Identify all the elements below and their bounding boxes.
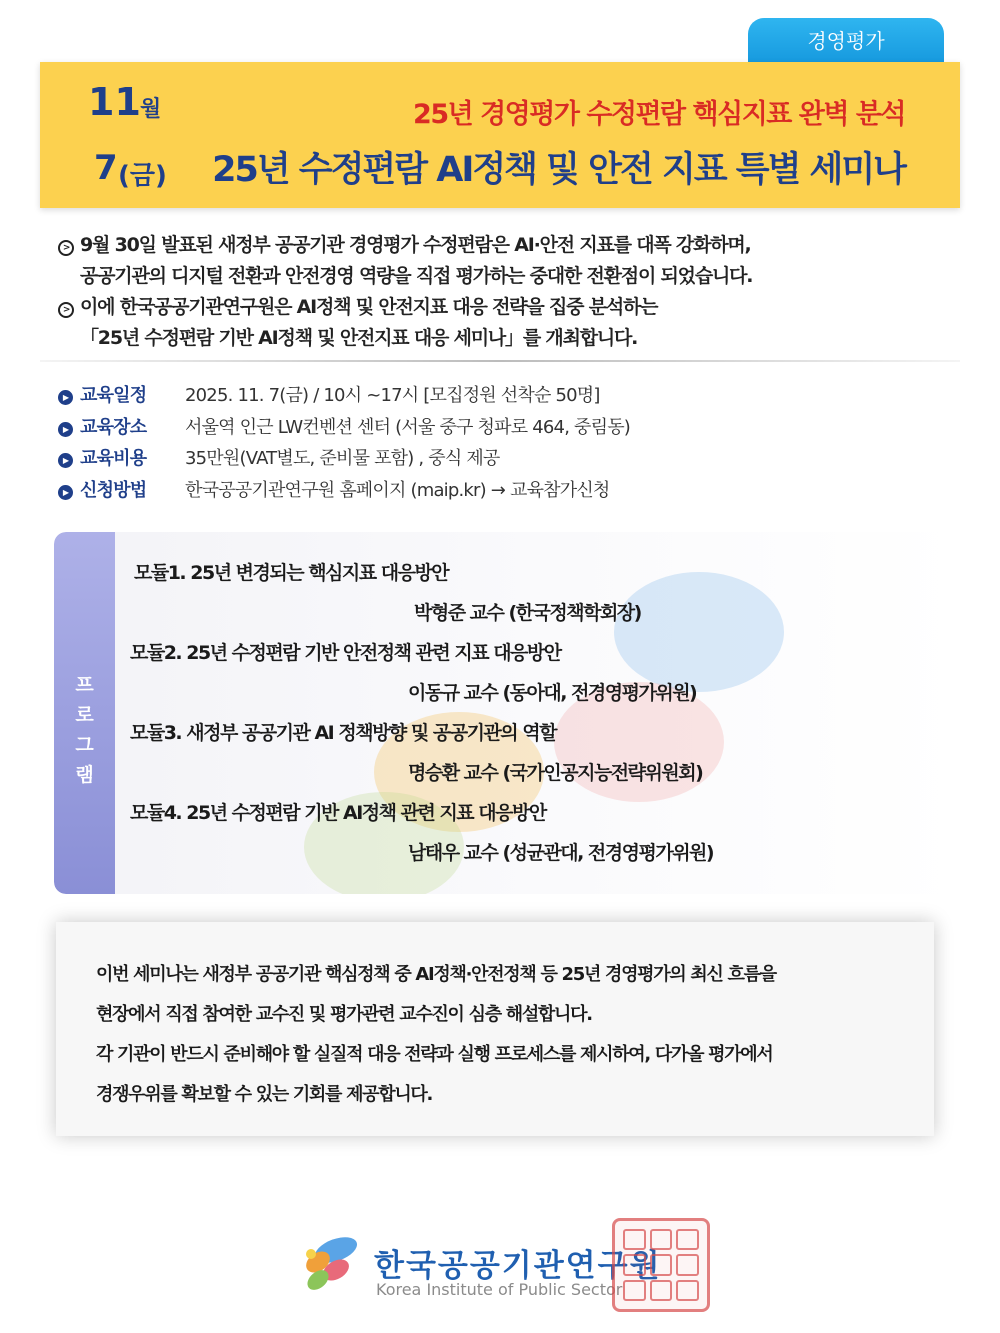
intro-line <box>58 292 958 323</box>
intro-text: 9월 30일 발표된 새정부 공공기관 경영평가 수정편람은 AI·안전 지표를 대폭 강화하며, <box>80 234 751 256</box>
event-month-unit: 월 <box>140 97 162 122</box>
summary-box <box>56 922 934 1136</box>
watermark-blob <box>614 572 784 692</box>
circle-arrow-icon: > <box>58 302 74 318</box>
org-logo-icon <box>296 1234 366 1294</box>
intro-text: 공공기관의 디지털 전환과 안전경영 역량을 직접 평가하는 중대한 전환점이 되었습니다. <box>80 265 753 287</box>
section-divider <box>40 360 960 362</box>
info-label: 교육비용 <box>80 448 147 469</box>
module-title: 모듈3. 새정부 공공기관 AI 정책방향 및 공공기관의 역할 <box>130 722 556 744</box>
info-row-venue <box>58 412 958 444</box>
program-side-bar <box>54 532 115 894</box>
event-day-unit: (금) <box>118 161 167 191</box>
header-subtitle: 25년 경영평가 수정편람 핵심지표 완벽 분석 <box>413 99 905 130</box>
event-month-number: 11 <box>88 80 141 124</box>
info-value: 35만원(VAT별도, 준비물 포함) , 중식 제공 <box>185 448 500 469</box>
info-row-fee <box>58 443 958 475</box>
module-title: 모듈4. 25년 수정편람 기반 AI정책 관련 지표 대응방안 <box>130 802 546 824</box>
intro-section <box>58 230 958 354</box>
info-row-schedule <box>58 380 958 412</box>
bullet-arrow-icon: ▶ <box>58 390 73 405</box>
info-row-registration <box>58 475 958 507</box>
intro-text: 이에 한국공공기관연구원은 AI정책 및 안전지표 대응 전략을 집중 분석하는 <box>80 296 658 318</box>
intro-line <box>58 261 958 292</box>
module-title: 모듈2. 25년 수정편람 기반 안전정책 관련 지표 대응방안 <box>130 642 561 664</box>
summary-line: 각 기관이 반드시 준비해야 할 실질적 대응 전략과 실행 프로세스를 제시하여, 다가올 평가에서 <box>96 1044 773 1065</box>
info-label: 교육장소 <box>80 416 147 438</box>
summary-line: 현장에서 직접 참여한 교수진 및 평가관련 교수진이 심층 해설합니다. <box>96 1004 592 1025</box>
category-tab: 경영평가 <box>748 18 944 64</box>
bullet-arrow-icon: ▶ <box>58 485 73 500</box>
info-label: 신청방법 <box>80 479 147 501</box>
intro-line <box>58 230 958 261</box>
bullet-arrow-icon: ▶ <box>58 453 73 468</box>
intro-text: 「25년 수정편람 기반 AI정책 및 안전지표 대응 세미나」를 개최합니다. <box>80 327 638 349</box>
event-info-list <box>58 380 958 506</box>
summary-line: 경쟁우위를 확보할 수 있는 기회를 제공합니다. <box>96 1084 433 1105</box>
info-label: 교육일정 <box>80 385 147 406</box>
module-speaker: 명승환 교수 (국가인공지능전략위원회) <box>408 762 703 784</box>
event-day-number: 7 <box>94 148 118 188</box>
program-side-label: 프 로 그 램 <box>75 674 94 786</box>
org-name-english: Korea Institute of Public Sector <box>376 1280 623 1299</box>
official-seal-stamp <box>612 1218 710 1312</box>
module-speaker: 이동규 교수 (동아대, 전경영평가위원) <box>408 682 697 704</box>
info-value: 2025. 11. 7(금) / 10시 ~17시 [모집정원 선착순 50명] <box>185 385 600 406</box>
module-speaker: 박형준 교수 (한국정책학회장) <box>414 602 641 624</box>
info-value: 한국공공기관연구원 홈페이지 (maip.kr) → 교육참가신청 <box>185 479 610 501</box>
intro-line <box>58 323 958 354</box>
module-speaker: 남태우 교수 (성균관대, 전경영평가위원) <box>408 842 714 864</box>
module-title: 모듈1. 25년 변경되는 핵심지표 대응방안 <box>134 562 449 584</box>
summary-line: 이번 세미나는 새정부 공공기관 핵심정책 중 AI정책·안전정책 등 25년 경영평가의 최신 흐름을 <box>96 964 776 985</box>
org-name-korean: 한국공공기관연구원 <box>374 1248 662 1284</box>
circle-arrow-icon: > <box>58 240 74 256</box>
bullet-arrow-icon: ▶ <box>58 422 73 437</box>
program-box <box>54 532 960 894</box>
info-value: 서울역 인근 LW컨벤션 센터 (서울 중구 청파로 464, 중림동) <box>185 416 631 438</box>
seminar-title: 25년 수정편람 AI정책 및 안전 지표 특별 세미나 <box>212 150 905 190</box>
